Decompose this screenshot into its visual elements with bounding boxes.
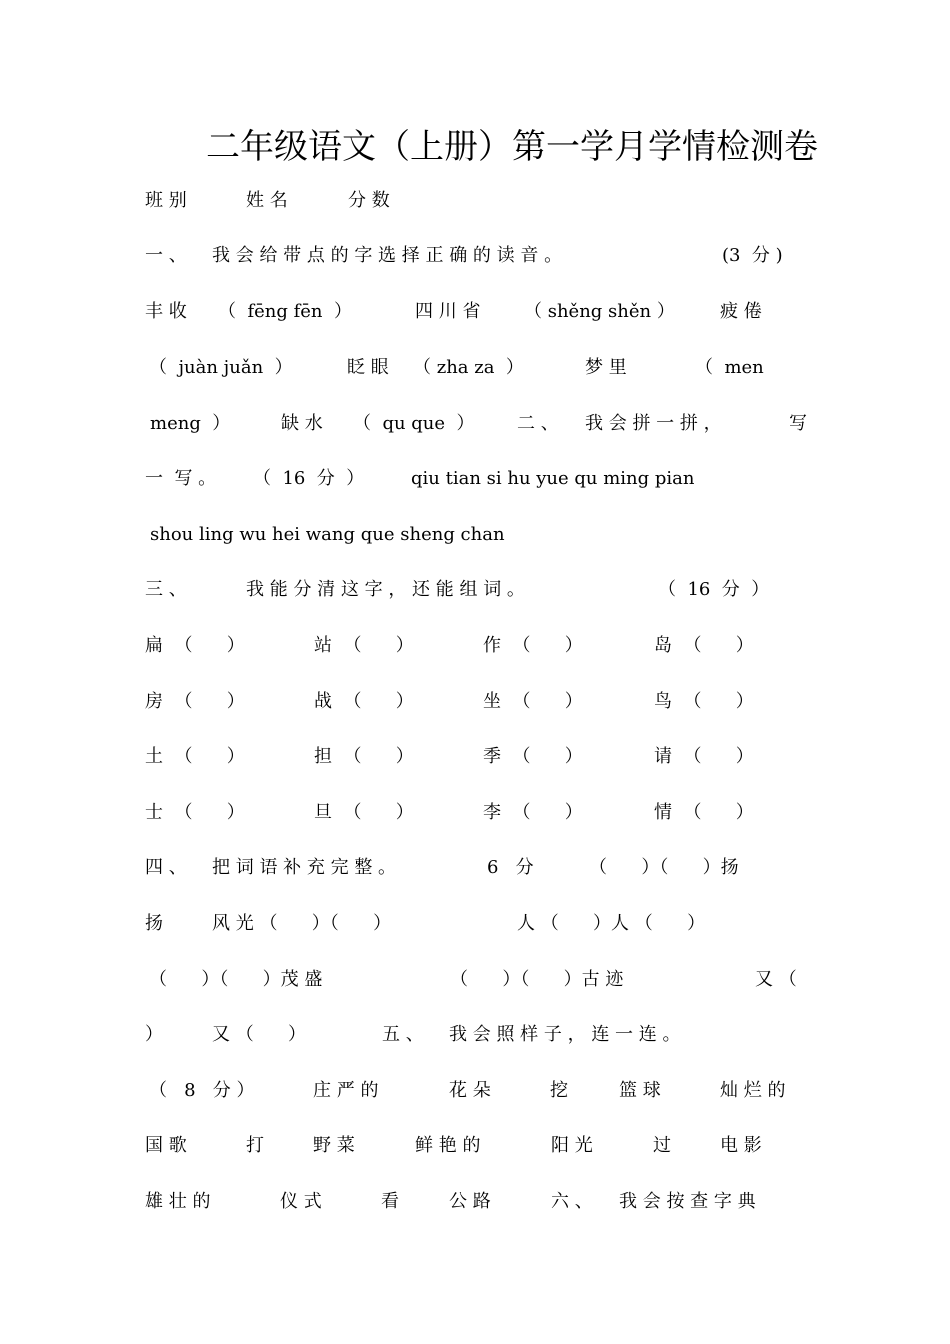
text-line <box>0 1131 950 1161</box>
text-segment: 四 、 <box>145 857 187 878</box>
text-segment: 五 、 <box>382 1024 424 1045</box>
text-segment: 电 影 <box>720 1135 762 1156</box>
text-segment: （ shěng shěn ） <box>524 301 675 322</box>
text-segment: 我 会 拼 一 拼 ， <box>585 413 722 434</box>
text-segment: 风 光 （ ）（ ） <box>212 913 392 934</box>
text-segment: 房 （ ） <box>145 691 245 712</box>
text-segment: 季 （ ） <box>483 746 583 767</box>
text-segment: 6 分 <box>487 857 534 878</box>
text-segment: 分 数 <box>348 190 390 211</box>
text-segment: （ qu que ） <box>353 413 475 434</box>
text-segment: 二 、 <box>517 413 559 434</box>
text-line <box>0 1020 950 1050</box>
text-line <box>0 186 950 216</box>
text-line <box>0 631 950 661</box>
text-segment: （ 16 分 ） <box>253 468 365 489</box>
text-segment: 坐 （ ） <box>483 691 583 712</box>
text-segment: 写 <box>789 413 807 434</box>
text-segment: 四 川 省 <box>415 301 481 322</box>
text-line <box>0 1076 950 1106</box>
text-segment: 我 能 分 清 这 字 ， 还 能 组 词 。 <box>246 579 525 600</box>
text-segment: 过 <box>653 1135 671 1156</box>
text-segment: meng ） <box>150 413 231 434</box>
text-segment: 又 （ ） <box>212 1024 307 1045</box>
text-segment: 士 （ ） <box>145 802 245 823</box>
text-segment: 担 （ ） <box>314 746 414 767</box>
text-line <box>0 409 950 439</box>
text-segment: 缺 水 <box>281 413 323 434</box>
text-line <box>0 687 950 717</box>
text-segment: 班 别 <box>145 190 187 211</box>
text-segment: 我 会 按 查 字 典 <box>619 1191 756 1212</box>
text-segment: 国 歌 <box>145 1135 187 1156</box>
text-segment: 又 （ <box>755 969 797 990</box>
text-segment: （ men <box>695 357 764 378</box>
text-segment: （ zha za ） <box>413 357 524 378</box>
text-segment: 疲 倦 <box>720 301 762 322</box>
text-segment: 姓 名 <box>246 190 288 211</box>
text-segment: 野 菜 <box>313 1135 355 1156</box>
text-segment: （ juàn juǎn ） <box>149 357 293 378</box>
text-segment: 公 路 <box>449 1191 491 1212</box>
text-segment: 鲜 艳 的 <box>415 1135 481 1156</box>
text-segment: 扬 <box>145 913 163 934</box>
text-line <box>0 853 950 883</box>
text-segment: 阳 光 <box>551 1135 593 1156</box>
page-title: 二年级语文（上册）第一学月学情检测卷 <box>206 127 818 167</box>
text-segment: 李 （ ） <box>483 802 583 823</box>
text-segment: 扁 （ ） <box>145 635 245 656</box>
text-segment: qiu tian si hu yue qu ming pian <box>411 468 695 489</box>
text-segment: 看 <box>381 1191 399 1212</box>
text-segment: （ ）（ ）扬 <box>589 857 739 878</box>
text-segment: 请 （ ） <box>654 746 754 767</box>
text-segment: （ ）（ ）古 迹 <box>450 969 624 990</box>
text-segment: 仪 式 <box>280 1191 322 1212</box>
text-segment: 六 、 <box>551 1191 593 1212</box>
text-line <box>0 965 950 995</box>
text-segment: (3 分 ) <box>722 245 783 266</box>
text-segment: 作 （ ） <box>483 635 583 656</box>
text-segment: 鸟 （ ） <box>654 691 754 712</box>
text-segment: （ 16 分 ） <box>658 579 770 600</box>
text-segment: 情 （ ） <box>654 802 754 823</box>
text-segment: 灿 烂 的 <box>720 1080 786 1101</box>
text-segment: 眨 眼 <box>347 357 389 378</box>
text-segment: shou ling wu hei wang que sheng chan <box>150 524 505 545</box>
text-line <box>0 909 950 939</box>
text-segment: 岛 （ ） <box>654 635 754 656</box>
text-segment: 挖 <box>550 1080 568 1101</box>
text-segment: 把 词 语 补 充 完 整 。 <box>212 857 397 878</box>
text-segment: 花 朵 <box>449 1080 491 1101</box>
text-line <box>0 1187 950 1217</box>
text-line <box>0 241 950 271</box>
text-segment: 旦 （ ） <box>314 802 414 823</box>
text-segment: 人 （ ）人 （ ） <box>517 913 706 934</box>
text-line <box>0 742 950 772</box>
text-segment: 一 写 。 <box>145 468 217 489</box>
text-segment: 土 （ ） <box>145 746 245 767</box>
text-segment: 丰 收 <box>145 301 187 322</box>
text-segment: 雄 壮 的 <box>145 1191 211 1212</box>
text-segment: 站 （ ） <box>314 635 414 656</box>
text-segment: （ 8 分 ） <box>149 1080 255 1101</box>
text-line <box>0 575 950 605</box>
text-segment: 一 、 <box>145 245 187 266</box>
text-segment: 篮 球 <box>619 1080 661 1101</box>
text-segment: 三 、 <box>145 579 187 600</box>
text-line <box>0 464 950 494</box>
text-line <box>0 353 950 383</box>
text-segment: 我 会 给 带 点 的 字 选 择 正 确 的 读 音 。 <box>212 245 563 266</box>
text-segment: 梦 里 <box>585 357 627 378</box>
text-line <box>0 798 950 828</box>
text-segment: （ fēng fēn ） <box>218 301 352 322</box>
text-line <box>0 520 950 550</box>
text-segment: 我 会 照 样 子 ， 连 一 连 。 <box>449 1024 681 1045</box>
text-segment: 打 <box>246 1135 264 1156</box>
text-segment: 庄 严 的 <box>313 1080 379 1101</box>
text-segment: ） <box>145 1024 163 1045</box>
text-segment: （ ）（ ）茂 盛 <box>149 969 323 990</box>
text-segment: 战 （ ） <box>314 691 414 712</box>
text-line <box>0 297 950 327</box>
